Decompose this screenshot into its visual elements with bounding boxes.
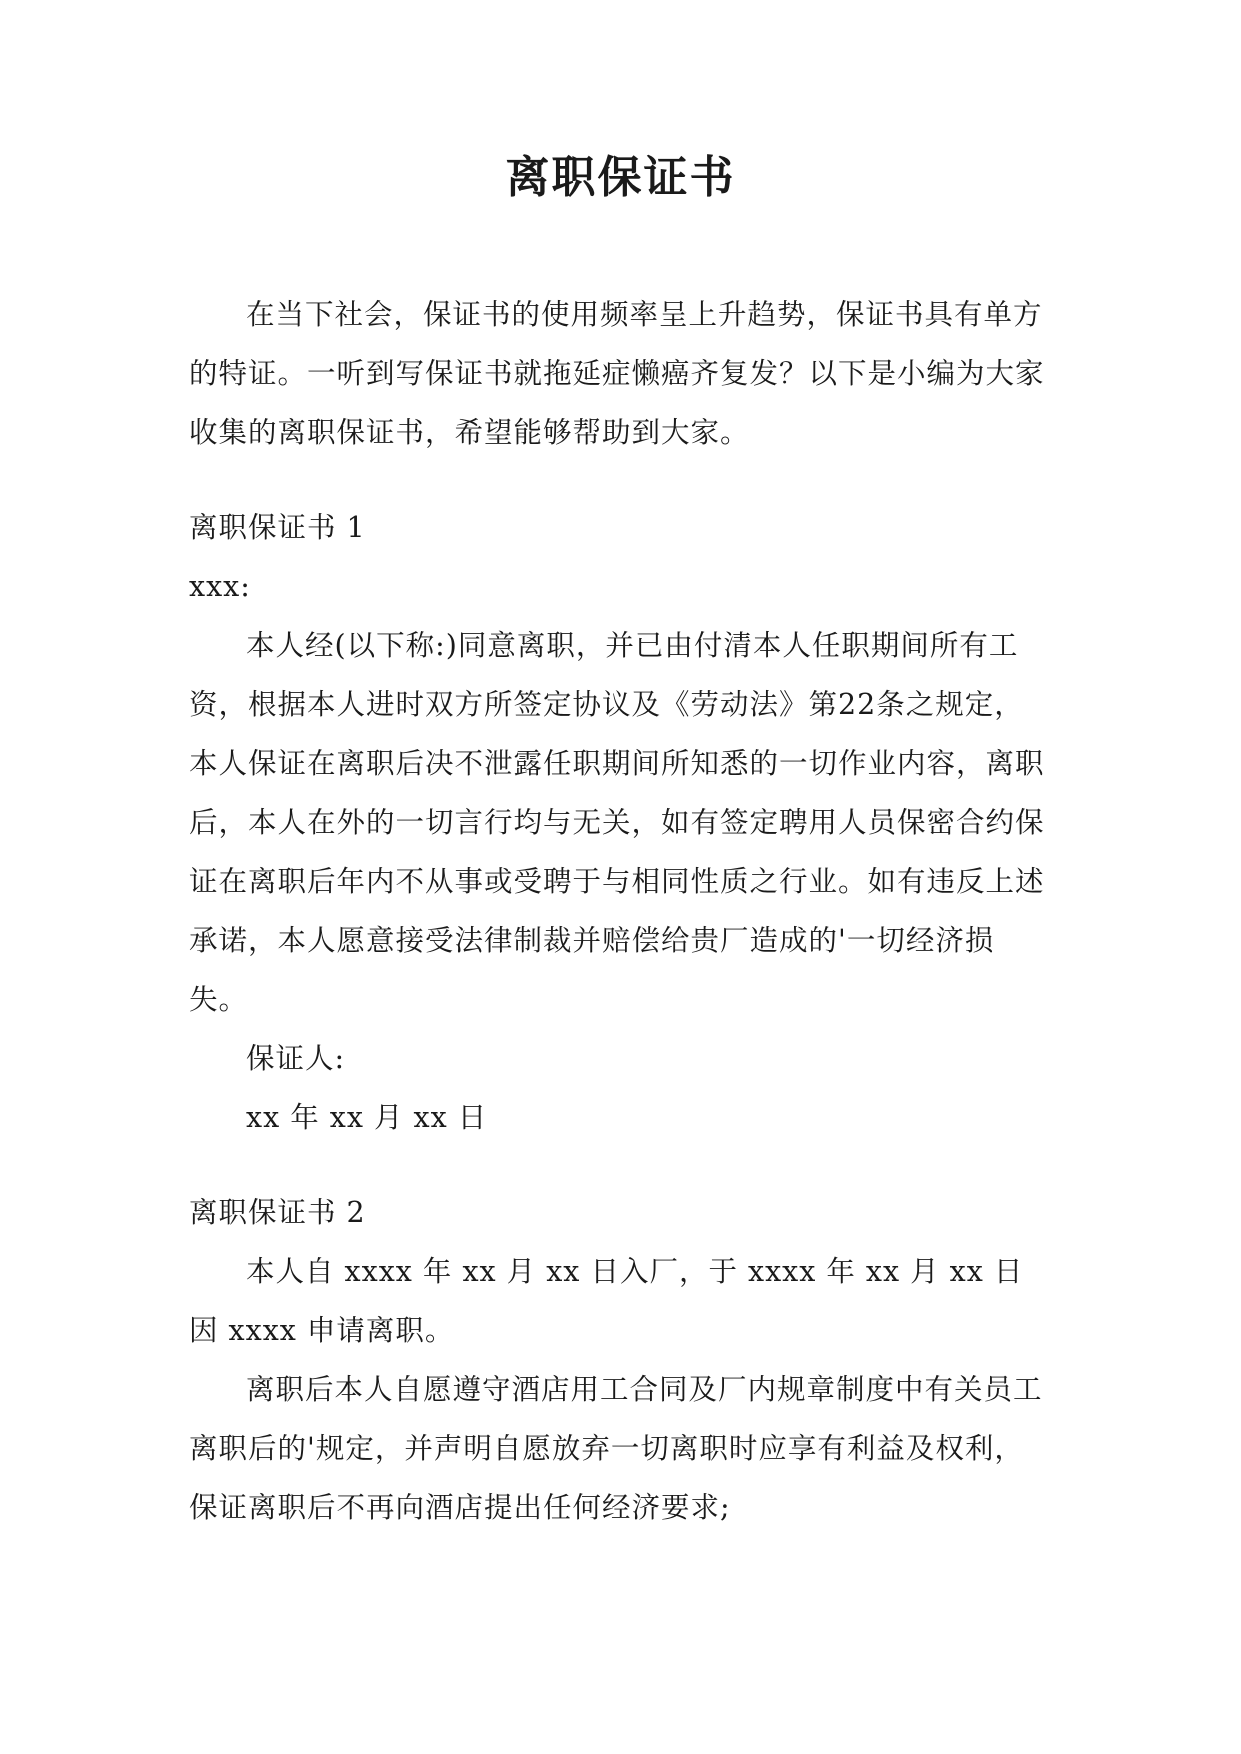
section-1-salutation: xxx:: [189, 570, 251, 603]
section-2-paragraph-2: 离职后本人自愿遵守酒店用工合同及厂内规章制度中有关员工离职后的'规定，并声明自愿放弃一切离职时应享有利益及权利，保证离职后不再向酒店提出任何经济要求;: [189, 1373, 1043, 1524]
section-1-body: 本人经(以下称:)同意离职，并已由付清本人任职期间所有工资，根据本人进时双方所签定协议及《劳动法》第22条之规定，本人保证在离职后决不泄露任职期间所知悉的一切作业内容，离职后，本人在外的一切言行均与无关，如有签定聘用人员保密合约保证在离职后年内不从事或受聘于与相同性质之行业。如有违反上述承诺，本人愿意接受法律制裁并赔偿给贵厂造成的'一切经济损失。: [189, 629, 1045, 1016]
document-body: [189, 285, 1051, 1537]
intro-paragraph: 在当下社会，保证书的使用频率呈上升趋势，保证书具有单方的特证。一听到写保证书就拖延症懒癌齐复发？以下是小编为大家收集的离职保证书，希望能够帮助到大家。: [189, 298, 1045, 449]
section-1-heading: 离职保证书 1: [189, 511, 366, 544]
section-1-date: xx 年 xx 月 xx 日: [246, 1101, 488, 1134]
section-2-paragraph-1: 本人自 xxxx 年 xx 月 xx 日入厂，于 xxxx 年 xx 月 xx 日因 xxxx 申请离职。: [189, 1255, 1024, 1347]
section-1-signer: 保证人:: [246, 1042, 346, 1075]
section-2-heading: 离职保证书 2: [189, 1196, 366, 1229]
page-title: 离职保证书: [505, 152, 736, 203]
